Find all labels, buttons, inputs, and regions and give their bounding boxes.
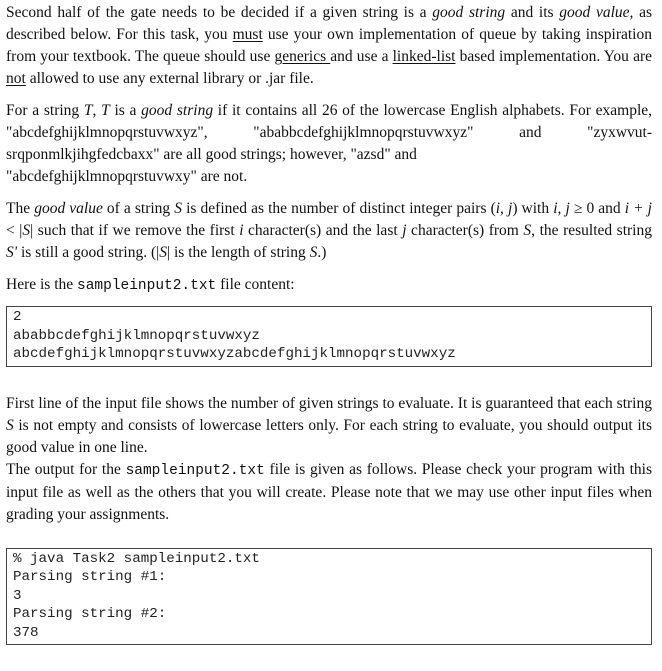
- output-line: 378: [13, 624, 39, 641]
- emphasis-generics: generics: [274, 48, 331, 65]
- text: ≥ 0 and: [569, 200, 625, 217]
- text: is still a good string. (|: [17, 244, 160, 261]
- paragraph-good-string-definition-end: [6, 166, 652, 188]
- emphasis-must: must: [232, 26, 263, 43]
- text: if it contains all 26 of the lowercase English alphabets. For example, "abcdefghijklmnopqrstuvwxyz", "ababbcdefghijklmnopqrstuvwxyz" and "zyxwvut-srqponmlkjihgfedcbaxx" are all good strings; however, "azsd" and: [6, 102, 653, 163]
- sample-output-box: [6, 548, 652, 646]
- output-line: Parsing string #2:: [13, 606, 167, 622]
- emphasis-linked-list: linked-list: [392, 48, 456, 65]
- input-line: ababbcdefghijklmnopqrstuvwxyz: [13, 327, 260, 344]
- text: based implementation. You are: [455, 48, 652, 65]
- input-line: 2: [13, 309, 22, 325]
- text: is not empty and consists of lowercase letters only. For each string to evaluate, you should output its good value in one line.: [6, 416, 652, 456]
- emphasis-not: not: [6, 70, 26, 87]
- paragraph-good-string-definition: [6, 100, 652, 166]
- input-line: abcdefghijklmnopqrstuvwxyzabcdefghijklmnopqrstuvwxyz: [13, 346, 456, 362]
- output-line: % java Task2 sampleinput2.txt: [13, 550, 260, 567]
- var-s: S: [6, 416, 14, 434]
- var-i: i: [239, 222, 244, 239]
- text: The output for the: [6, 460, 126, 478]
- var-s: S: [309, 244, 318, 261]
- text: and its: [505, 4, 560, 21]
- text: For a string: [6, 102, 84, 119]
- output-line: Parsing string #1:: [13, 569, 167, 585]
- text: is defined as the number of distinct integer pairs (: [182, 200, 496, 217]
- var-s-prime: S': [6, 244, 18, 261]
- text: < |: [6, 222, 23, 239]
- output-line: 3: [13, 587, 22, 604]
- var-i-j: i, j: [553, 200, 570, 217]
- filename-code: sampleinput2.txt: [125, 462, 265, 479]
- paragraph-good-value-definition: [6, 198, 652, 264]
- var-i-plus-j: i + j: [624, 200, 652, 217]
- text: "abcdefghijklmnopqrstuvwxy" are not.: [6, 168, 248, 185]
- text: file is given as follows. Please check your program with this input file as well as the others that you will create. Please note that we may use other input files when grading your assignments.: [6, 460, 652, 523]
- var-j: j: [402, 222, 407, 239]
- paragraph-task-intro: [6, 2, 652, 90]
- paragraph-output-description: [6, 459, 652, 526]
- text: is a: [109, 102, 142, 119]
- text: allowed to use any external library or .jar file.: [25, 70, 314, 87]
- term-good-value: good value: [34, 200, 103, 217]
- text: Here is the: [6, 276, 78, 293]
- text: ,: [92, 102, 102, 119]
- text: file content:: [216, 276, 295, 293]
- text: ) with: [512, 200, 554, 217]
- var-i-j: i, j: [495, 200, 513, 217]
- text: character(s) from: [406, 222, 524, 239]
- text: , as described below. For this task, you: [6, 4, 652, 43]
- var-t: T: [83, 102, 93, 119]
- text: Second half of the gate needs to be decided if a given string is a: [6, 4, 433, 21]
- term-good-value: good value: [559, 4, 630, 21]
- var-s: S: [174, 200, 183, 217]
- var-s: S: [159, 244, 167, 261]
- text: use your own implementation of queue by taking inspiration from your textbook. The queue should use: [6, 26, 652, 65]
- text: First line of the input file shows the number of given strings to evaluate. It is guaranteed that each string: [6, 394, 652, 412]
- text: of a string: [102, 200, 175, 217]
- text: | is the length of string: [167, 244, 310, 261]
- text: .): [317, 244, 327, 261]
- var-t: T: [101, 102, 110, 119]
- var-s: S: [22, 222, 31, 239]
- paragraph-input-description: [6, 393, 652, 459]
- term-good-string: good string: [432, 4, 506, 21]
- text: The: [6, 200, 35, 217]
- var-s: S: [523, 222, 532, 239]
- term-good-string: good string: [141, 102, 214, 119]
- sample-input-box: [6, 306, 652, 367]
- filename-code: sampleinput2.txt: [77, 278, 217, 294]
- paragraph-sample-input-intro: [6, 274, 652, 297]
- text: and use a: [330, 48, 393, 65]
- text: character(s) and the last: [243, 222, 403, 239]
- text: , the resulted string: [531, 222, 652, 239]
- text: | such that if we remove the first: [30, 222, 240, 239]
